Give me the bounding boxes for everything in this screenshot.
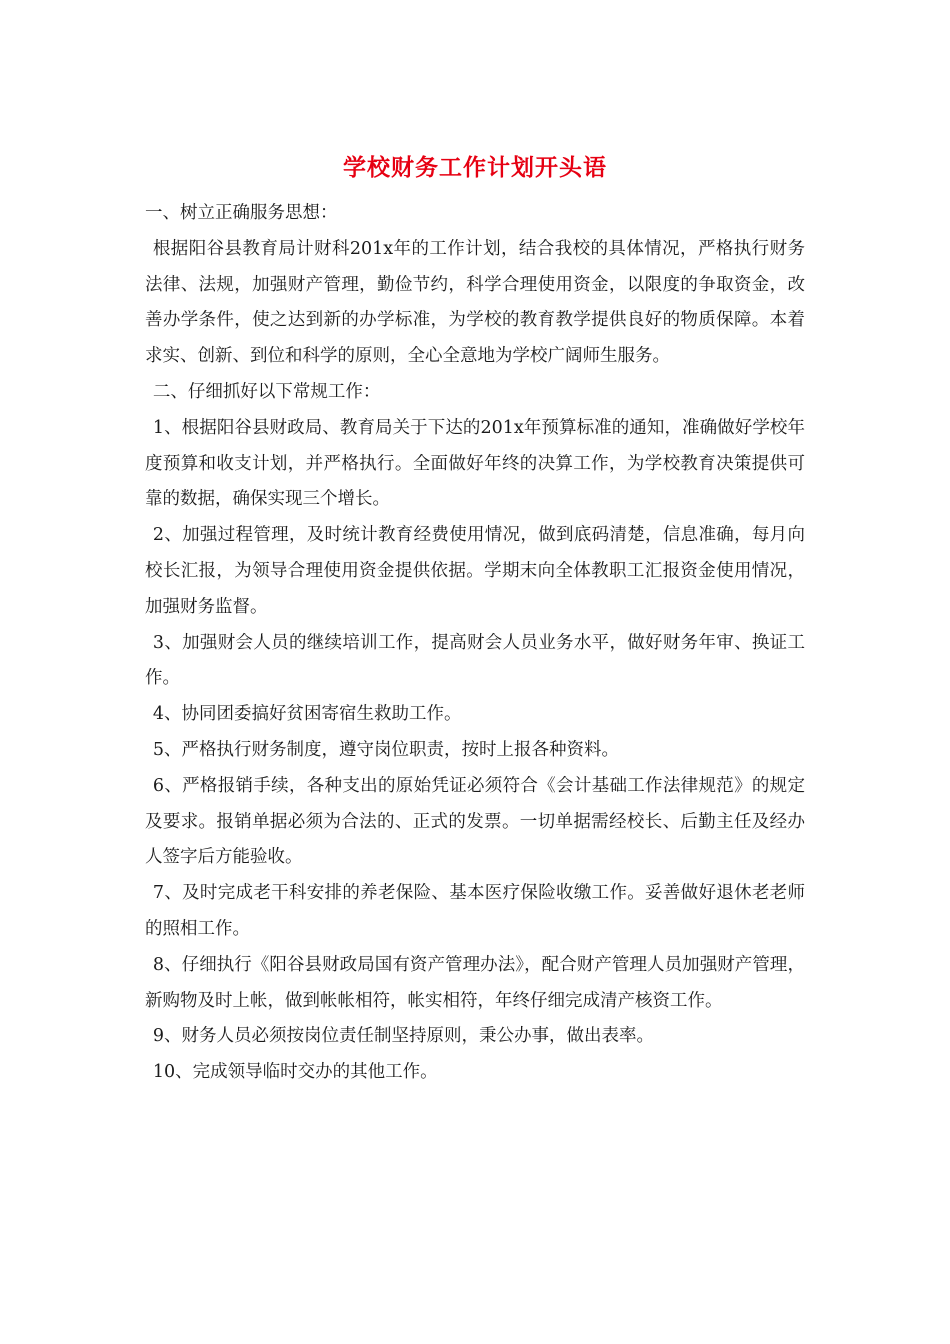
section-heading-1: 一、树立正确服务思想： xyxy=(145,203,338,223)
list-item-8: 8、仔细执行《阳谷县财政局国有资产管理办法》，配合财产管理人员加强财产管理，新购物及时上帐，做到帐帐相符，帐实相符，年终仔细完成清产核资工作。 xyxy=(145,954,805,1011)
document-title: 学校财务工作计划开头语 xyxy=(343,155,607,181)
paragraph-intro: 根据阳谷县教育局计财科201x年的工作计划，结合我校的具体情况，严格执行财务法律、法规，加强财产管理，勤俭节约，科学合理使用资金，以限度的争取资金，改善办学条件，使之达到新的办学标准，为学校的教育教学提供良好的物质保障。本着求实、创新、到位和科学的原则，全心全意地为学校广阔师生服务。 xyxy=(145,238,805,367)
list-item-4: 4、协同团委搞好贫困寄宿生救助工作。 xyxy=(152,704,462,725)
list-item-3: 3、加强财会人员的继续培训工作，提高财会人员业务水平，做好财务年审、换证工作。 xyxy=(145,632,805,689)
list-item-10: 10、完成领导临时交办的其他工作。 xyxy=(152,1062,438,1083)
list-item-6: 6、严格报销手续，各种支出的原始凭证必须符合《会计基础工作法律规范》的规定及要求。报销单据必须为合法的、正式的发票。一切单据需经校长、后勤主任及经办人签字后方能验收。 xyxy=(145,775,805,868)
document-body xyxy=(145,196,805,1091)
section-heading-2: 二、仔细抓好以下常规工作： xyxy=(152,381,381,402)
list-item-9: 9、财务人员必须按岗位责任制坚持原则，秉公办事，做出表率。 xyxy=(152,1026,655,1047)
list-item-1: 1、根据阳谷县财政局、教育局关于下达的201x年预算标准的通知，准确做好学校年度预算和收支计划，并严格执行。全面做好年终的决算工作，为学校教育决策提供可靠的数据，确保实现三个增长。 xyxy=(145,417,805,510)
list-item-2: 2、加强过程管理，及时统计教育经费使用情况，做到底码清楚，信息准确，每月向校长汇报，为领导合理使用资金提供依据。学期末向全体教职工汇报资金使用情况，加强财务监督。 xyxy=(145,525,805,617)
list-item-7: 7、及时完成老干科安排的养老保险、基本医疗保险收缴工作。妥善做好退休老老师的照相工作。 xyxy=(145,883,805,939)
list-item-5: 5、严格执行财务制度，遵守岗位职责，按时上报各种资料。 xyxy=(152,739,620,760)
